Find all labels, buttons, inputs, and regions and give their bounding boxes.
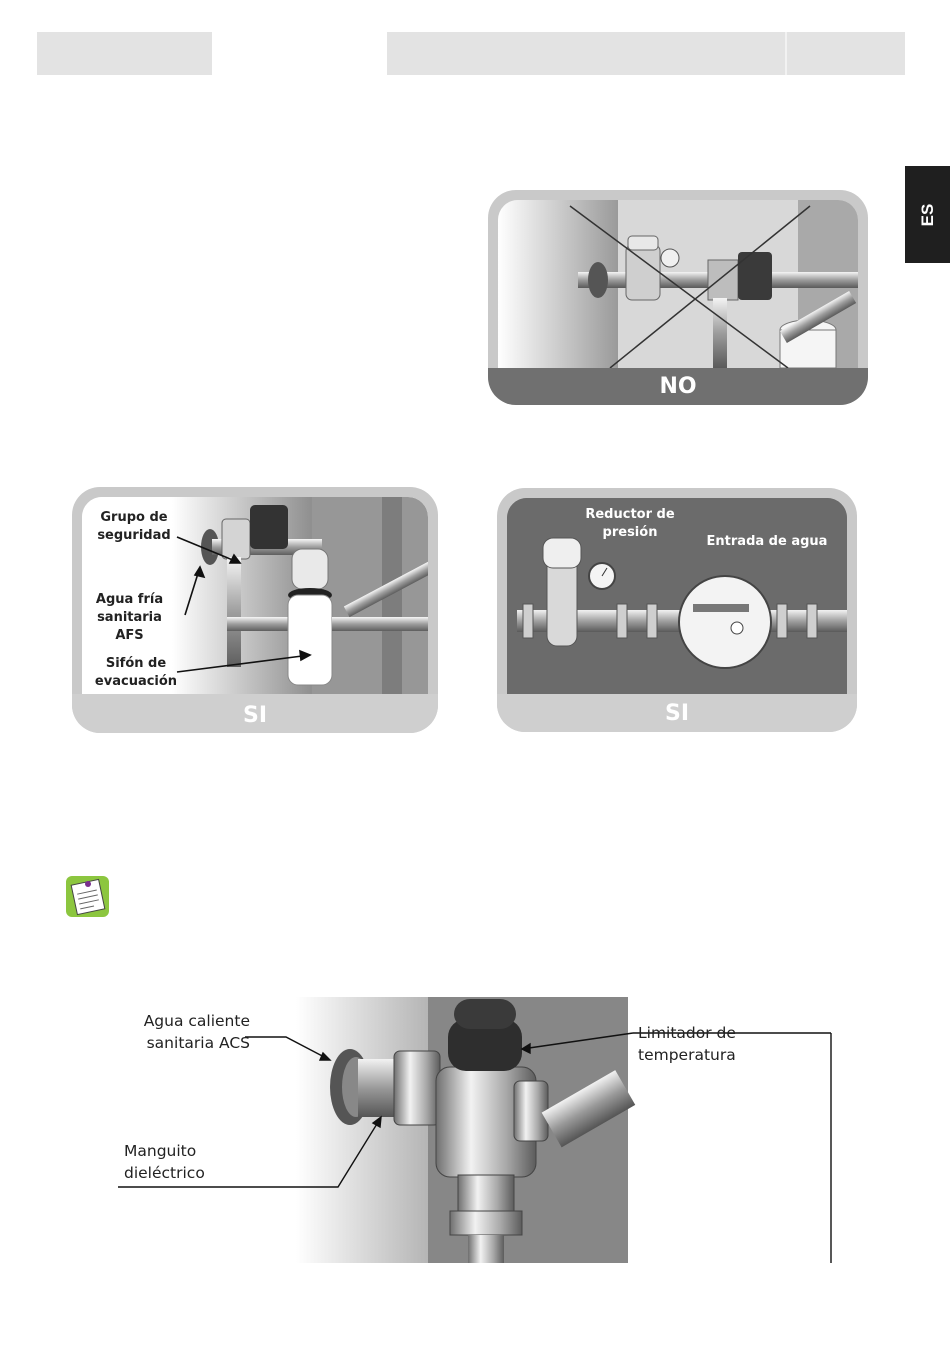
panel-si-left-caption: SI xyxy=(72,694,438,733)
panel-si-right xyxy=(497,488,857,732)
label-water-inlet: Entrada de agua xyxy=(706,534,828,549)
installation-wrong-illustration xyxy=(498,200,858,368)
label-temp-limiter: Limitador de temperatura xyxy=(638,1024,736,1064)
panel-si-left xyxy=(72,487,438,733)
label-siphon: Sifón de evacuación xyxy=(94,656,178,689)
header-bar-left xyxy=(37,32,212,75)
header-divider xyxy=(785,32,787,75)
language-tab-label: ES xyxy=(917,203,937,226)
panel-no-caption: NO xyxy=(488,368,868,405)
panel-no xyxy=(488,190,868,405)
note-memo-icon xyxy=(64,874,111,919)
label-hot-water: Agua caliente sanitaria ACS xyxy=(143,1012,250,1052)
panel-no-image xyxy=(498,200,858,368)
bottom-figure xyxy=(118,997,833,1263)
label-pressure-reducer: Reductor de presión xyxy=(585,507,675,540)
label-cold-water: Agua fría sanitaria AFS xyxy=(95,592,164,643)
label-safety-group: Grupo de seguridad xyxy=(97,510,171,543)
header-bar-right xyxy=(387,32,905,75)
panel-si-right-caption: SI xyxy=(497,694,857,732)
language-tab xyxy=(905,166,950,263)
label-dielectric-sleeve: Manguito dieléctrico xyxy=(124,1142,205,1182)
